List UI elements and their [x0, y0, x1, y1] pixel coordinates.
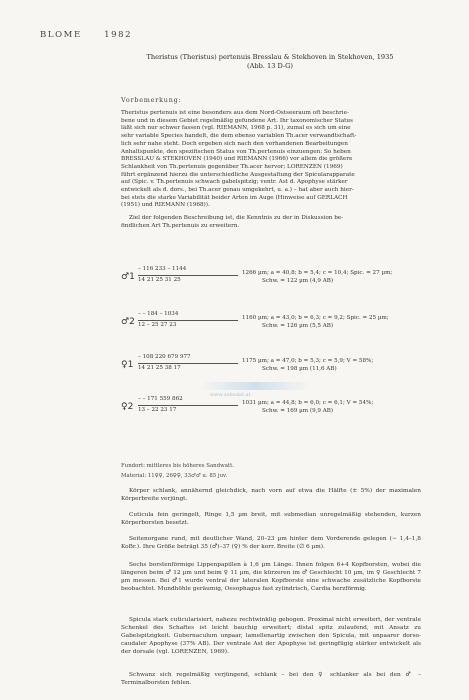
formula-numerator: – 116 233 – 1144 [138, 266, 187, 272]
formula-symbol: ♂2 [121, 317, 135, 327]
vorbemerkung-line: Anhaltspunkte, den spezifischen Status von Th.pertenuis einzuengen: So heben [121, 148, 351, 155]
title-line-1: Theristus (Theristus) pertenuis Bresslau & Stekhoven in Stekhoven, 1935 [146, 53, 394, 61]
vorbemerkung-line: lich sehr nahe steht. Doch ergeben sich nach den vorhandenen Bearbeitungen [121, 140, 348, 147]
formula-denominator: 14 21 25 31 25 [138, 277, 181, 283]
watermark-band [200, 382, 310, 390]
species-title [120, 53, 420, 71]
vorbemerkung-line: auf (Spic. v. Th.pertenuis schwach gabelspitzig; ventr. Ast d. Apophyse stärker [121, 179, 348, 186]
description-paragraph: Spicula stark cuticularisiert, nahezu rechtwinklig gebogen. Proximal nicht erweitert, der ventrale Schenkel des Schaftes ist leicht bauchig erweitert; distal spitz zulaufend, mit Ansatz zu Gabelspitzigkeit. Gubernaculum unpaar, lamellenartig zwischen den Spicula, mit unpaarer dorso-caudaler Apophyse (37% AB). Der ventrale Ast der Apophyse ist geringfügig stärker entwickelt als der dorsale (vgl. LORENZEN, 1969). [121, 617, 421, 655]
fraction-bar [138, 363, 238, 364]
running-header [40, 30, 150, 40]
formula-result-line-2: Schw. = 169 µm (9,9 AB) [262, 408, 334, 414]
formula-result-line-2: Schw. = 126 µm (5,5 AB) [262, 323, 334, 329]
formula-result [242, 399, 373, 415]
vorbemerkung-line: führt ergänzend hierzu die unterschiedliche Ausgestaltung der Spicularapparate [121, 171, 355, 178]
formula-result [242, 357, 373, 373]
formula-fraction [138, 311, 238, 330]
formula-result [242, 269, 392, 285]
formula-numerator: – – 184 – 1034 [138, 311, 179, 317]
vorbemerkung-line: Schlankheit von Th.pertenuis gegenüber Th.acer hervor; LORENZEN (1969) [121, 163, 343, 170]
vorbemerkung-line: (1951) und RIEMANN (1968)). [121, 202, 210, 209]
vorbemerkung-paragraph [121, 110, 421, 210]
vorbemerkung-line: entwickelt als d. dors., bei Th.acer genau umgekehrt, u. a.) – hat aber auch hier- [121, 187, 354, 194]
description-paragraph: Sechs borstenförmige Lippenpapillen à 1,6 µm Länge. Ihnen folgen 6+4 Kopfborsten, wobei die längeren beim ♂ 12 µm und beim ♀ 11 µm, die kürzeren im ♂ Geschlecht 10 µm, im ♀ Geschlecht 7 µm messen. Bei ♂1 wurde ventral der lateralen Kopfborste eine schwache zusätzliche Kopfborste beobachtet. Mundhöhle geräumig, Oesophagus fast zylindrisch, Cardia herzförmig. [121, 562, 421, 592]
formula-result-line-2: Schw. = 198 µm (11,6 AB) [262, 366, 337, 372]
fraction-bar [138, 320, 238, 321]
description-paragraph: Seitenorgane rund, mit deutlicher Wand, 20–23 µm hinter dem Vorderende gelegen (∼ 1,4–1,8 KoBr.). Ihre Größe beträgt 35 (♂)–37 (♀) % der korr. Breite (∅ 6 µm). [121, 536, 421, 550]
description-paragraph: Körper schlank, annähernd gleichdick, nach vorn auf etwa die Hälfte (± 5%) der maximalen Körperbreite verjüngt. [121, 488, 421, 502]
fraction-bar [138, 405, 238, 406]
vorbemerkung-line: Theristus pertenuis ist eine besonders aus dem Nord-Ostseeraum oft beschrie- [121, 110, 349, 116]
vorbemerkung-line: läßt sich nur schwer fassen (vgl. RIEMANN, 1968 p. 31), zumal es sich um eine [121, 125, 351, 132]
vorbemerkung-label: Vorbemerkung: [121, 96, 182, 104]
header-author: BLOME [40, 30, 82, 40]
vorbemerkung-end-line: Ziel der folgenden Beschreibung ist, die Kenntnis zu der in Diskussion be- [129, 215, 344, 221]
title-line-2: (Abb. 13 D-G) [247, 62, 293, 70]
vorbemerkung-line: bene und in diesem Gebiet regelmäßig gefundene Art. Ihr taxonomischer Status [121, 117, 353, 124]
formula-denominator: 13 – 22 23 17 [138, 407, 177, 413]
formula-result-line-1: 1031 µm; a = 44,8; b = 6,0; c = 6,1; V = 54%; [242, 400, 374, 406]
header-year: 1982 [104, 30, 133, 40]
material-line: Material: 11♀♀, 26♀♀, 33♂♂ u. 85 juv. [121, 473, 228, 479]
formula-denominator: 12 – 25 27 23 [138, 322, 177, 328]
vorbemerkung-conclusion [121, 215, 421, 230]
formula-fraction [138, 396, 238, 415]
formula-result [242, 314, 389, 330]
formula-result-line-2: Schw. = 122 µm (4,9 AB) [262, 278, 334, 284]
watermark-text: www.zobodat.at [210, 392, 251, 398]
formula-numerator: – – 171 559 862 [138, 396, 183, 402]
formula-result-line-1: 1160 µm; a = 43,0; b = 6,3; c = 9,2; Spic. = 25 µm; [242, 315, 389, 321]
description-paragraph: Schwanz sich regelmäßig verjüngend, schlank – bei den ♀ schlanker als bei den ♂ – Terminalborsten fehlen. [121, 672, 421, 686]
formula-fraction [138, 266, 238, 285]
formula-symbol: ♀1 [121, 360, 134, 370]
fundort-line: Fundort: mittleres bis höheres Sandwatt. [121, 463, 234, 469]
vorbemerkung-end-line: findlichen Art Th.pertenuis zu erweitern. [121, 222, 240, 229]
vorbemerkung-line: bei stets die starke Variabilität beider Arten im Auge (Hinweise auf GERLACH [121, 194, 348, 201]
description-paragraph: Cuticula fein geringelt, Ringe 1,5 µm breit, mit submedian unregelmäßig stehenden, kurzen Körperborsten besetzt. [121, 512, 421, 526]
formula-numerator: – 108 220 679 977 [138, 354, 191, 360]
fraction-bar [138, 275, 238, 276]
vorbemerkung-line: BRESSLAU & STEKHOVEN (1940) und RIEMANN (1966) vor allem die größere [121, 156, 353, 163]
formula-symbol: ♀2 [121, 402, 134, 412]
formula-denominator: 14 21 25 38 17 [138, 365, 181, 371]
vorbemerkung-line: sehr variable Species handelt, die dem ebenso variablen Th.acer verwandtschaft- [121, 133, 357, 140]
formula-result-line-1: 1175 µm; a = 47,0; b = 5,3; c = 5,9; V = 58%; [242, 358, 374, 364]
formula-symbol: ♂1 [121, 272, 135, 282]
formula-fraction [138, 354, 238, 373]
formula-result-line-1: 1266 µm; a = 40,8; b = 5,4; c = 10,4; Spic. = 27 µm; [242, 270, 393, 276]
